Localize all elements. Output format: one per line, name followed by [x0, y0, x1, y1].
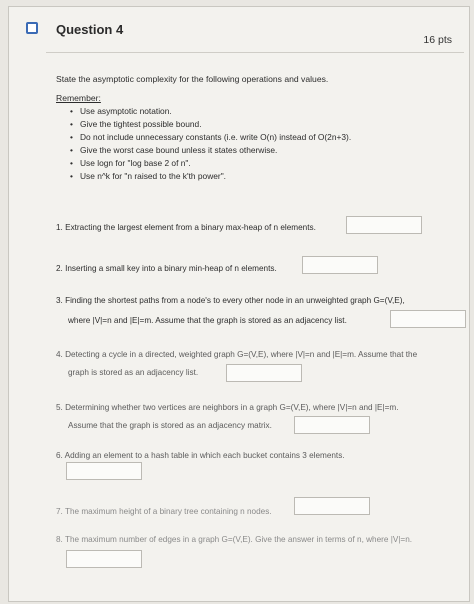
- question-item-text-cont: Assume that the graph is stored as an adjacency matrix.: [68, 421, 272, 431]
- answer-input-2[interactable]: [302, 256, 378, 274]
- answer-input-1[interactable]: [346, 216, 422, 234]
- question-item-7: [56, 506, 272, 517]
- question-item-text-cont: graph is stored as an adjacency list.: [68, 368, 199, 378]
- rule-item: • Use n^k for "n raised to the k'th power".: [70, 171, 351, 184]
- question-item-3: [56, 295, 436, 326]
- question-item-text-cont: where |V|=n and |E|=m. Assume that the graph is stored as an adjacency list.: [68, 316, 347, 326]
- answer-input-4[interactable]: [226, 364, 302, 382]
- rule-item: • Use asymptotic notation.: [70, 106, 351, 119]
- question-item-8: [56, 534, 412, 545]
- rule-item: • Give the tightest possible bound.: [70, 119, 351, 132]
- question-item-text: 7. The maximum height of a binary tree containing n nodes.: [56, 507, 272, 516]
- question-header: [46, 12, 464, 53]
- flag-question-icon[interactable]: [26, 22, 38, 34]
- rules-list: [56, 106, 351, 184]
- question-item-5: [56, 402, 456, 431]
- answer-input-8[interactable]: [66, 550, 142, 568]
- answer-input-5[interactable]: [294, 416, 370, 434]
- rule-item: • Give the worst case bound unless it states otherwise.: [70, 145, 351, 158]
- question-item-1: [56, 222, 316, 233]
- question-item-text: 3. Finding the shortest paths from a node's to every other node in an unweighted graph G=(V,E),: [56, 296, 405, 305]
- rule-item: • Use logn for "log base 2 of n".: [70, 158, 351, 171]
- answer-input-3[interactable]: [390, 310, 466, 328]
- rule-item: • Do not include unnecessary constants (i.e. write O(n) instead of O(2n+3).: [70, 132, 351, 145]
- question-item-text: 6. Adding an element to a hash table in which each bucket contains 3 elements.: [56, 451, 345, 460]
- question-item-text: 4. Detecting a cycle in a directed, weighted graph G=(V,E), where |V|=n and |E|=m. Assume that the: [56, 350, 418, 359]
- answer-input-6[interactable]: [66, 462, 142, 480]
- question-intro: State the asymptotic complexity for the following operations and values.: [56, 74, 329, 84]
- question-item-text: 1. Extracting the largest element from a binary max-heap of n elements.: [56, 223, 316, 232]
- question-item-text: 8. The maximum number of edges in a graph G=(V,E). Give the answer in terms of n, where |V|=n.: [56, 535, 413, 544]
- question-item-6: [56, 450, 345, 461]
- question-title: Question 4: [56, 22, 124, 37]
- remember-label: Remember:: [56, 93, 101, 103]
- question-item-text: 2. Inserting a small key into a binary min-heap of n elements.: [56, 264, 277, 273]
- question-item-2: [56, 263, 277, 274]
- question-points: 16 pts: [423, 34, 452, 46]
- answer-input-7[interactable]: [294, 497, 370, 515]
- question-item-text: 5. Determining whether two vertices are neighbors in a graph G=(V,E), where |V|=n and |E|=m.: [56, 403, 399, 412]
